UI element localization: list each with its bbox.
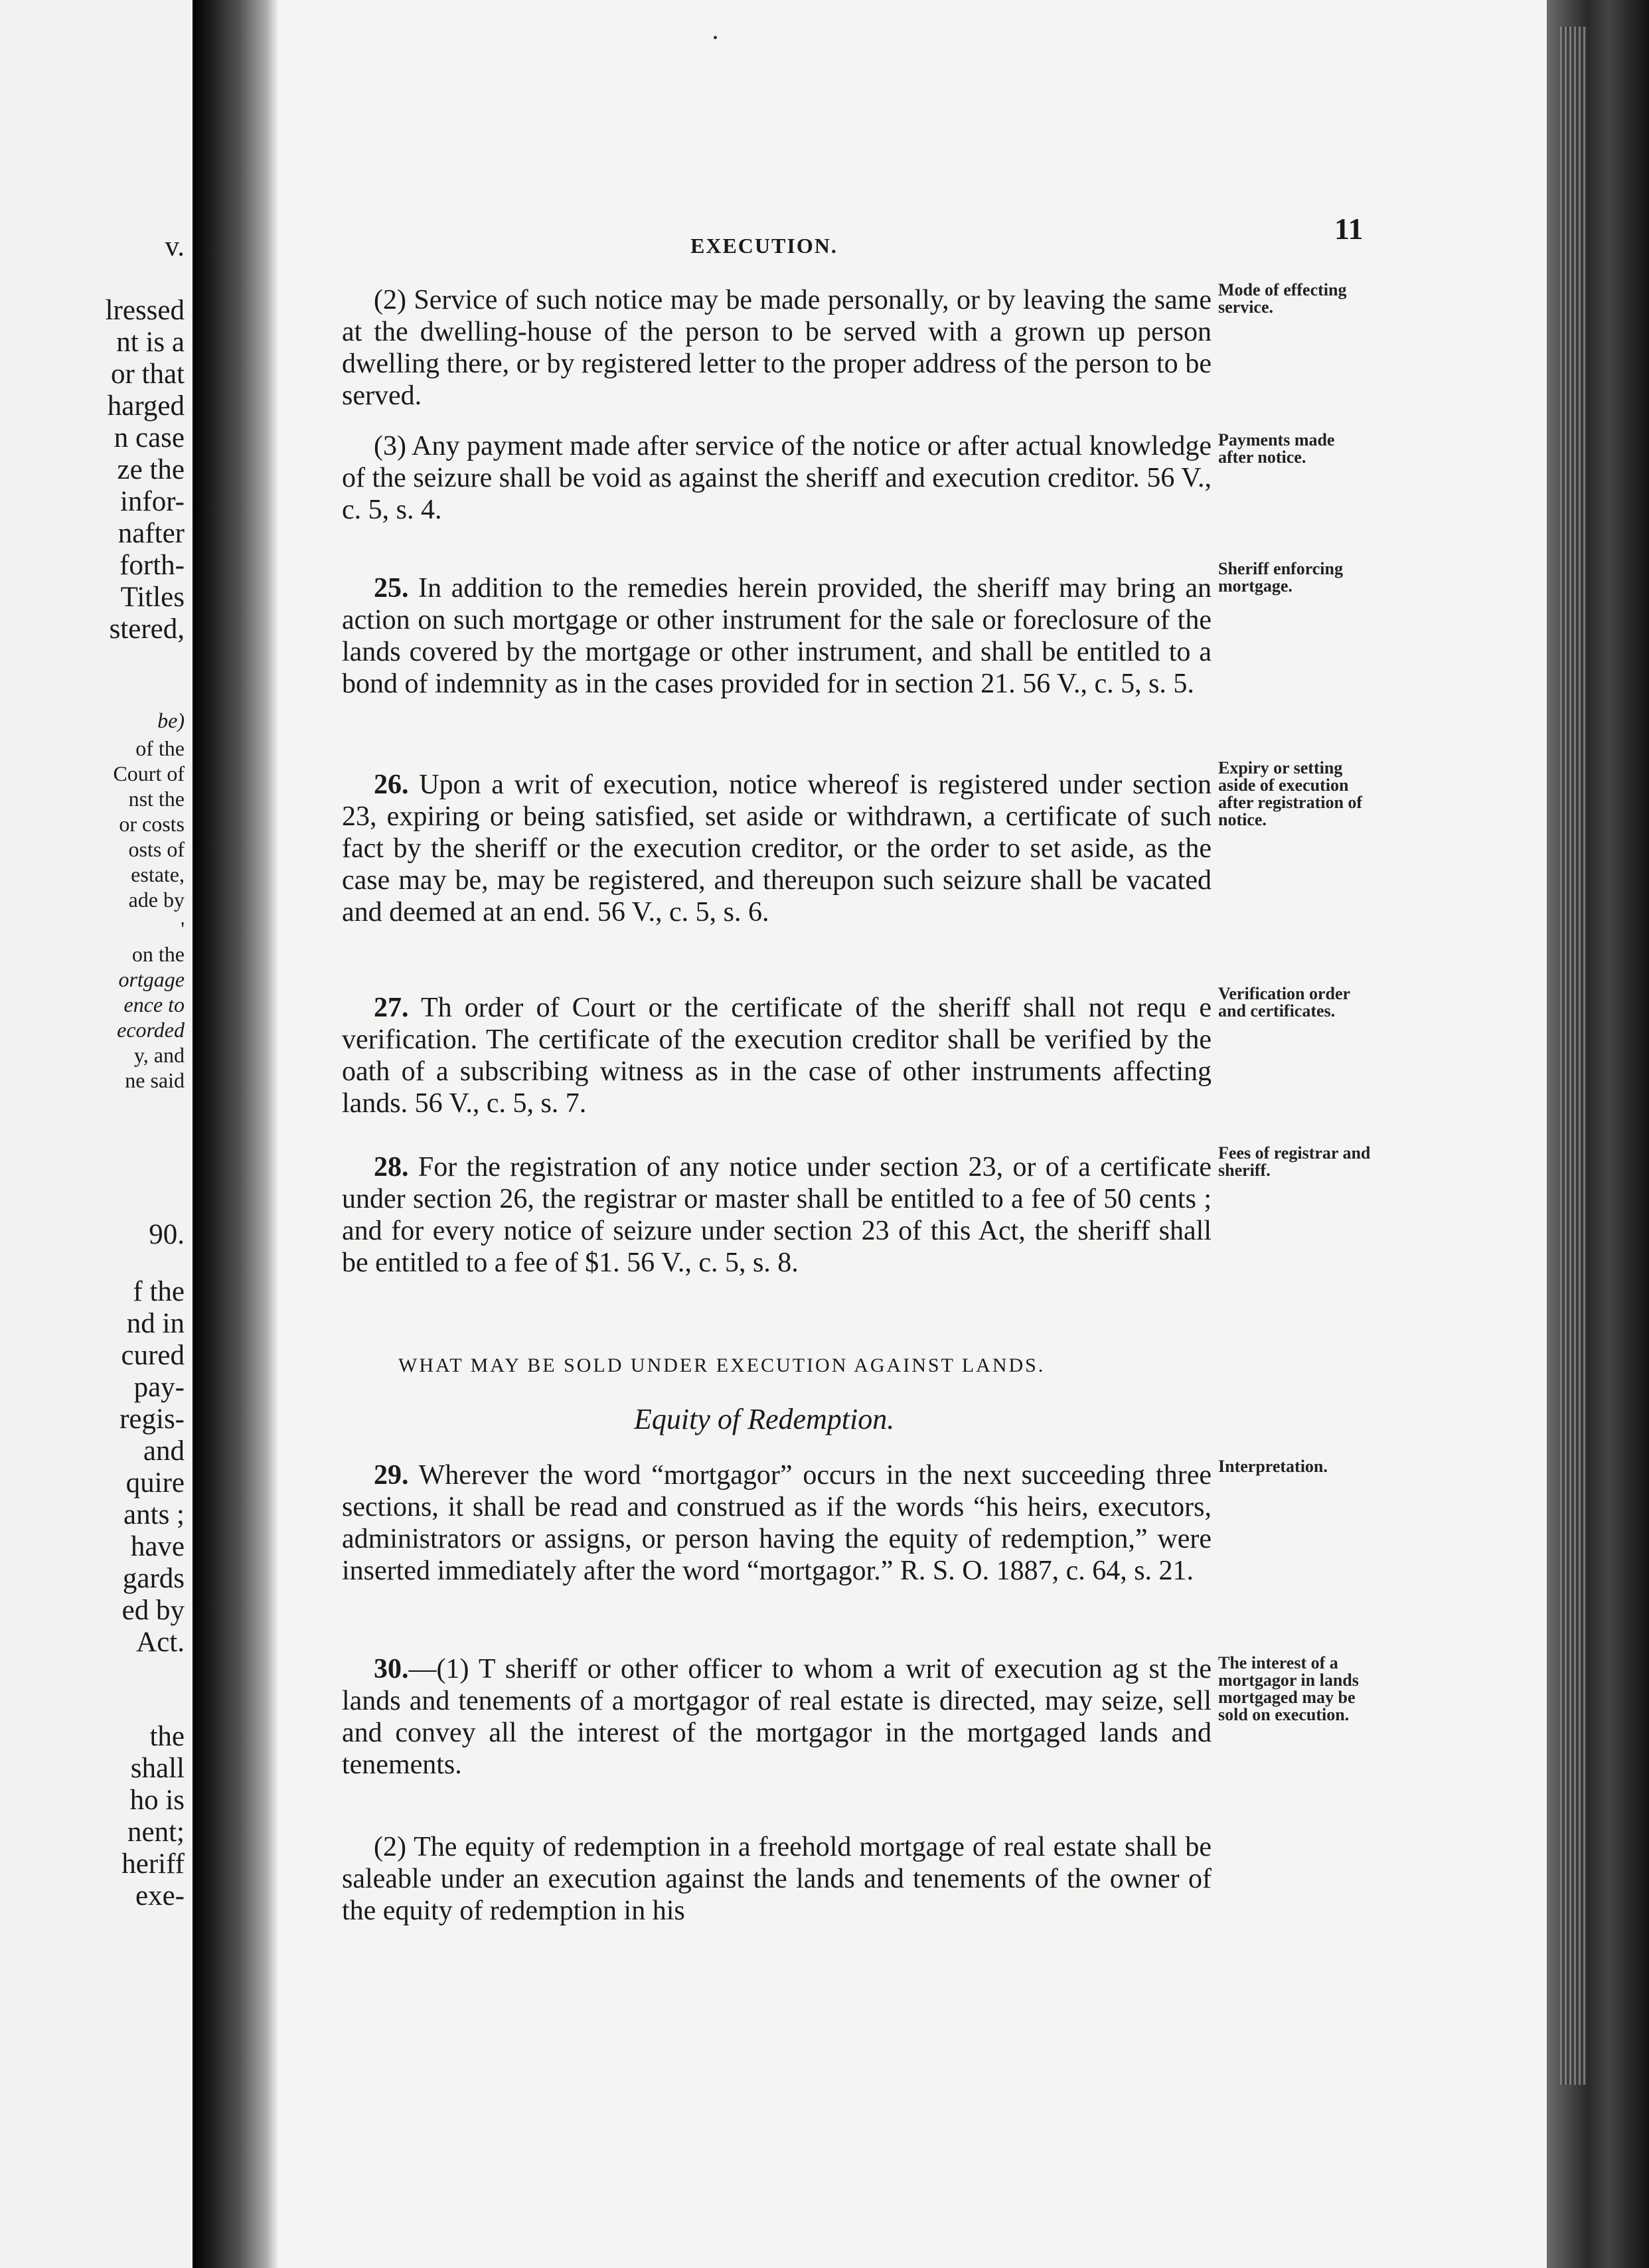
left-fragment: nent; xyxy=(127,1817,185,1848)
left-fragment: ade by xyxy=(128,888,185,912)
left-fragment: ed by xyxy=(121,1595,185,1626)
paragraph-text: —(1) T sheriff or other officer to whom a writ of execution ag st the lands and tenements of a mortgagor of real estate is directed, may seize, sell and convey all the interest of the mortgagor in the mortgaged lands and tenements. xyxy=(342,1654,1212,1780)
side-note: Expiry or setting aside of execution after registration of notice. xyxy=(1218,758,1363,829)
left-fragment: nst the xyxy=(128,787,185,811)
left-fragment: y, and xyxy=(133,1043,185,1067)
left-fragment: quire xyxy=(125,1467,185,1498)
left-fragment: and xyxy=(143,1435,185,1467)
paragraph-text: For the registration of any notice under section 23, or of a certificate under section 26, the registrar or master shall be entitled to a fee of 50 cents ; and for every notice of seizure under section 23 of this Act, the sheriff shall be entitled to a fee of $1. 56 V., c. 5, s. 8. xyxy=(342,1152,1212,1278)
paragraph-text: Th order of Court or the certificate of the sheriff shall not requ e verification. The certificate of the execution creditor shall be verified by the oath of a subscribing witness as in the case of other instruments affecting lands. 56 V., c. 5, s. 7. xyxy=(342,993,1212,1119)
left-facing-page xyxy=(0,0,196,2268)
section-26 xyxy=(342,769,1212,928)
left-fragment: or that xyxy=(110,359,185,390)
left-fragment: regis- xyxy=(119,1404,185,1435)
section-number: 30. xyxy=(374,1654,409,1684)
paragraph-text: (2) The equity of redemption in a freehold mortgage of real estate shall be saleable under an execution against the lands and tenements of the owner of the equity of redemption in his xyxy=(342,1832,1212,1926)
section-27 xyxy=(342,992,1212,1119)
side-note: Verification order and certificates. xyxy=(1218,984,1350,1020)
left-fragment: osts of xyxy=(128,837,185,861)
section-number: 25. xyxy=(374,573,409,604)
left-fragment: f the xyxy=(133,1276,185,1307)
left-fragment: on the xyxy=(131,942,185,966)
left-fragment: ze the xyxy=(117,454,185,485)
left-fragment: nafter xyxy=(118,518,185,549)
left-fragment: the xyxy=(149,1721,185,1752)
paragraph-text: Upon a writ of execution, notice whereof is registered under section 23, expiring or being satisfied, set aside or withdrawn, a certificate of such fact by the sheriff or the execution creditor, or the order to set aside, as the case may be, may be registered, and thereupon such seizure shall be vacated and deemed at an end. 56 V., c. 5, s. 6. xyxy=(342,770,1212,928)
section-29 xyxy=(342,1459,1212,1587)
paragraph-text: (3) Any payment made after service of the notice or after actual knowledge of the seizure shall be void as against the sheriff and execution creditor. 56 V., c. 5, s. 4. xyxy=(342,431,1212,525)
page-stack-stripes xyxy=(1560,27,1587,2085)
left-fragment: or costs xyxy=(119,812,185,836)
side-note: Interpretation. xyxy=(1218,1457,1328,1476)
left-fragment: harged xyxy=(107,390,185,422)
left-fragment: forth- xyxy=(119,550,185,581)
left-fragment: gards xyxy=(122,1563,185,1594)
section-number: 27. xyxy=(374,993,409,1023)
paragraph-subsection-3 xyxy=(342,430,1212,526)
section-number: 28. xyxy=(374,1152,409,1182)
paragraph-text: (2) Service of such notice may be made personally, or by leaving the same at the dwelling-house of the person to be served with a grown up person dwelling there, or by registered letter to the proper address of the person to be served. xyxy=(342,285,1212,411)
left-fragment: n case xyxy=(114,422,185,453)
left-fragment: shall xyxy=(130,1753,185,1784)
left-fragment: of the xyxy=(135,736,185,760)
left-fragment: lressed xyxy=(105,295,185,326)
left-fragment: heriff xyxy=(121,1848,185,1880)
side-note: Fees of registrar and sheriff. xyxy=(1218,1143,1371,1180)
section-30 xyxy=(342,1653,1212,1781)
left-fragment: have xyxy=(130,1531,185,1562)
left-fragment: ne said xyxy=(125,1068,185,1092)
section-30-subsection-2 xyxy=(342,1831,1212,1927)
left-fragment: nd in xyxy=(126,1308,185,1339)
left-fragment: 90. xyxy=(149,1219,185,1250)
side-note: Sheriff enforcing mortgage. xyxy=(1218,559,1343,596)
paragraph-text: In addition to the remedies herein provided, the sheriff may bring an action on such mortgage or other instrument for the sale or foreclosure of the lands covered by the mortgage or other instrument, and shall be entitled to a bond of indemnity as in the cases provided for in section 21. 56 V., c. 5, s. 5. xyxy=(342,573,1212,699)
gutter-shadow xyxy=(193,0,279,2268)
subsection-heading: Equity of Redemption. xyxy=(634,1403,895,1435)
side-note: Mode of effecting service. xyxy=(1218,280,1347,317)
paragraph-subsection-2 xyxy=(342,284,1212,412)
left-fragment: ortgage xyxy=(118,967,185,991)
left-fragment: exe- xyxy=(135,1880,185,1911)
left-fragment: ' xyxy=(181,917,185,941)
left-fragment: Titles xyxy=(120,582,185,613)
speck xyxy=(714,36,717,39)
section-heading: WHAT MAY BE SOLD UNDER EXECUTION AGAINST LANDS. xyxy=(398,1354,1046,1376)
paragraph-text: Wherever the word “mortgagor” occurs in the next succeeding three sections, it shall be read and construed as if the words “his heirs, executors, administrators or assigns, or person having the equity of redemption,” were inserted immediately after the word “mortgagor.” R. S. O. 1887, c. 64, s. 21. xyxy=(342,1460,1212,1586)
left-fragment: estate, xyxy=(131,862,185,886)
left-fragment: infor- xyxy=(119,486,185,517)
left-fragment: ence to xyxy=(123,993,185,1016)
side-note: The interest of a mortgagor in lands mortgaged may be sold on execution. xyxy=(1218,1653,1359,1724)
page-stack-edge xyxy=(1547,0,1649,2268)
left-fragment: Act. xyxy=(136,1627,185,1658)
section-number: 26. xyxy=(374,770,409,800)
side-note: Payments made after notice. xyxy=(1218,430,1335,467)
left-fragment: Court of xyxy=(113,762,185,785)
section-25 xyxy=(342,572,1212,700)
section-28 xyxy=(342,1151,1212,1279)
left-fragment: pay- xyxy=(133,1372,185,1403)
left-fragment: cured xyxy=(121,1340,185,1371)
left-fragment: stered, xyxy=(109,613,185,645)
running-head: EXECUTION. xyxy=(690,234,838,258)
left-fragment: ecorded xyxy=(117,1018,185,1042)
left-fragment: ho is xyxy=(129,1785,185,1816)
left-fragment: ants ; xyxy=(123,1499,185,1530)
left-fragment: be) xyxy=(157,708,185,732)
page-number: 11 xyxy=(1334,212,1364,246)
section-number: 29. xyxy=(374,1460,409,1491)
left-fragment: nt is a xyxy=(116,327,185,358)
left-fragment: v. xyxy=(165,231,185,262)
